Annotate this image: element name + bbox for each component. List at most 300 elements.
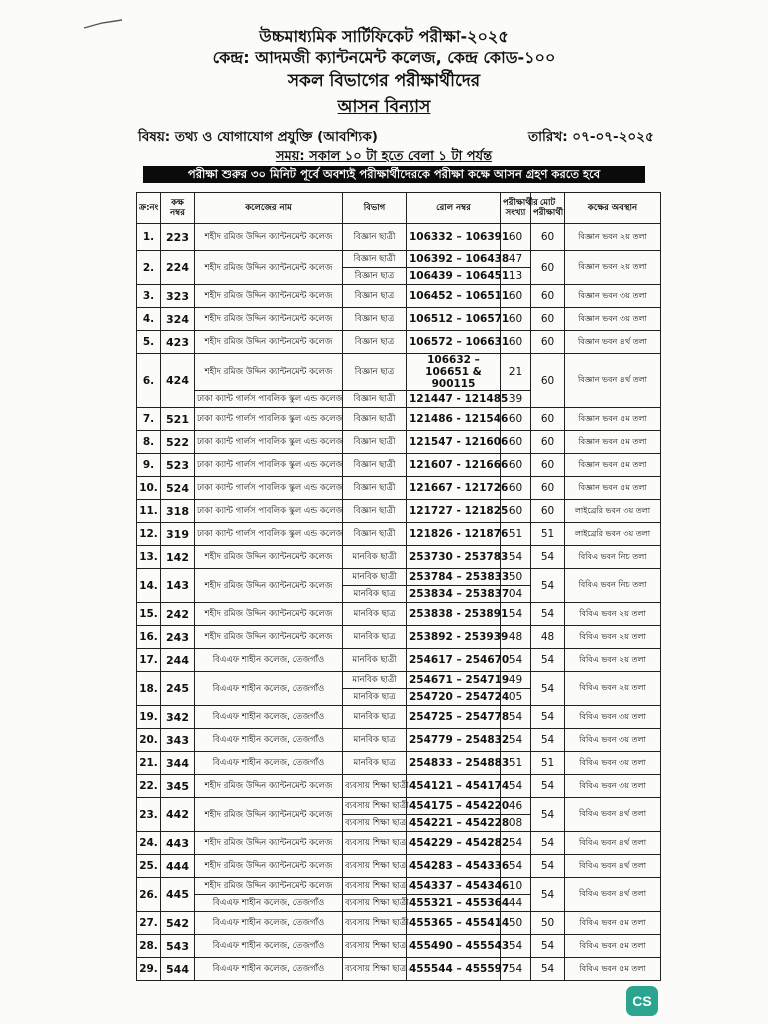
department-cell: মানবিক ছাত্রী xyxy=(343,649,407,672)
table-row xyxy=(137,958,661,981)
examinee-count-cell: 51 xyxy=(501,523,531,546)
serial-cell: 8. xyxy=(137,431,161,454)
examinee-count-cell: 60 xyxy=(501,308,531,331)
table-row xyxy=(137,251,661,268)
department-cell: ব্যবসায় শিক্ষা ছাত্র xyxy=(343,958,407,981)
table-row xyxy=(137,855,661,878)
roll-range-cell: 121486 - 121546 xyxy=(407,408,501,431)
examinee-count-cell: 60 xyxy=(501,224,531,251)
room-number-cell: 521 xyxy=(161,408,195,431)
room-number-cell: 444 xyxy=(161,855,195,878)
header-location: কক্ষের অবস্থান xyxy=(565,193,661,224)
room-number-cell: 522 xyxy=(161,431,195,454)
examinee-count-cell: 60 xyxy=(501,285,531,308)
roll-range-cell: 106512 – 106571 xyxy=(407,308,501,331)
table-row xyxy=(137,331,661,354)
college-name-cell: শহীদ রমিজ উদ্দিন ক্যান্টনমেন্ট কলেজ xyxy=(195,224,343,251)
total-examinee-cell: 60 xyxy=(531,354,565,408)
serial-cell: 2. xyxy=(137,251,161,285)
department-cell: মানবিক ছাত্র xyxy=(343,586,407,603)
examinee-count-cell: 60 xyxy=(501,331,531,354)
table-row xyxy=(137,431,661,454)
roll-range-cell: 253784 – 253833 xyxy=(407,569,501,586)
table-row xyxy=(137,285,661,308)
room-location-cell: বিবিএ ভবন ৪র্থ তলা xyxy=(565,878,661,912)
examinee-count-cell: 60 xyxy=(501,500,531,523)
room-location-cell: বিবিএ ভবন ৩য় তলা xyxy=(565,706,661,729)
department-cell: বিজ্ঞান ছাত্রী xyxy=(343,500,407,523)
serial-cell: 27. xyxy=(137,912,161,935)
room-location-cell: বিবিএ ভবন নিচ তলা xyxy=(565,569,661,603)
college-name-cell: শহীদ রমিজ উদ্দিন ক্যান্টনমেন্ট কলেজ xyxy=(195,855,343,878)
examinee-count-cell: 60 xyxy=(501,477,531,500)
roll-range-cell: 106452 – 106511 xyxy=(407,285,501,308)
examinee-count-cell: 05 xyxy=(501,689,531,706)
total-examinee-cell: 50 xyxy=(531,912,565,935)
total-examinee-cell: 54 xyxy=(531,649,565,672)
table-row xyxy=(137,408,661,431)
department-cell: ব্যবসায় শিক্ষা ছাত্র xyxy=(343,832,407,855)
room-location-cell: বিবিএ ভবন ৪র্থ তলা xyxy=(565,832,661,855)
college-name-cell: বিএএফ শাহীন কলেজ, তেজগাঁও xyxy=(195,752,343,775)
roll-range-cell: 454221 – 454228 xyxy=(407,815,501,832)
department-cell: ব্যবসায় শিক্ষা ছাত্র xyxy=(343,878,407,895)
examinee-count-cell: 60 xyxy=(501,454,531,477)
serial-cell: 28. xyxy=(137,935,161,958)
room-number-cell: 542 xyxy=(161,912,195,935)
table-row xyxy=(137,308,661,331)
roll-range-cell: 455365 – 455414 xyxy=(407,912,501,935)
total-examinee-cell: 54 xyxy=(531,603,565,626)
room-location-cell: বিজ্ঞান ভবন ২য় তলা xyxy=(565,224,661,251)
examinee-count-cell: 54 xyxy=(501,958,531,981)
college-name-cell: বিএএফ শাহীন কলেজ, তেজগাঁও xyxy=(195,649,343,672)
exam-title: উচ্চমাধ্যমিক সার্টিফিকেট পরীক্ষা-২০২৫ xyxy=(259,27,509,46)
room-number-cell: 224 xyxy=(161,251,195,285)
table-row xyxy=(137,546,661,569)
header-dept: বিভাগ xyxy=(343,193,407,224)
department-cell: মানবিক ছাত্র xyxy=(343,729,407,752)
roll-range-cell: 253834 – 253837 xyxy=(407,586,501,603)
roll-range-cell: 253838 - 253891 xyxy=(407,603,501,626)
serial-cell: 17. xyxy=(137,649,161,672)
college-name-cell: ঢাকা ক্যান্ট গার্লস পাবলিক স্কুল এন্ড কলেজ xyxy=(195,408,343,431)
department-cell: মানবিক ছাত্রী xyxy=(343,546,407,569)
total-examinee-cell: 60 xyxy=(531,431,565,454)
serial-cell: 20. xyxy=(137,729,161,752)
room-location-cell: বিবিএ ভবন ৫ম তলা xyxy=(565,958,661,981)
table-row xyxy=(137,477,661,500)
header-count: পরীক্ষার্থীর সংখ্যা xyxy=(501,193,531,224)
college-name-cell: শহীদ রমিজ উদ্দিন ক্যান্টনমেন্ট কলেজ xyxy=(195,775,343,798)
college-name-cell: শহীদ রমিজ উদ্দিন ক্যান্টনমেন্ট কলেজ xyxy=(195,878,343,895)
college-name-cell: বিএএফ শাহীন কলেজ, তেজগাঁও xyxy=(195,672,343,706)
total-examinee-cell: 60 xyxy=(531,331,565,354)
header-college: কলেজের নাম xyxy=(195,193,343,224)
examinee-count-cell: 47 xyxy=(501,251,531,268)
room-number-cell: 223 xyxy=(161,224,195,251)
room-location-cell: বিবিএ ভবন ৪র্থ তলা xyxy=(565,855,661,878)
examinee-count-cell: 50 xyxy=(501,569,531,586)
roll-range-cell: 106332 – 106391 xyxy=(407,224,501,251)
table-row xyxy=(137,500,661,523)
seat-plan-table xyxy=(136,192,661,981)
roll-range-cell: 106632 – 106651 & 900115 xyxy=(407,354,501,391)
examinee-count-cell: 54 xyxy=(501,832,531,855)
college-name-cell: বিএএফ শাহীন কলেজ, তেজগাঁও xyxy=(195,706,343,729)
total-examinee-cell: 54 xyxy=(531,775,565,798)
roll-range-cell: 254779 – 254832 xyxy=(407,729,501,752)
room-number-cell: 423 xyxy=(161,331,195,354)
examinee-count-cell: 50 xyxy=(501,912,531,935)
examinee-count-cell: 39 xyxy=(501,391,531,408)
department-cell: মানবিক ছাত্র xyxy=(343,706,407,729)
room-number-cell: 343 xyxy=(161,729,195,752)
roll-range-cell: 106439 – 106451 xyxy=(407,268,501,285)
table-row xyxy=(137,626,661,649)
roll-range-cell: 254833 – 254883 xyxy=(407,752,501,775)
room-location-cell: বিজ্ঞান ভবন ৪র্থ তলা xyxy=(565,354,661,408)
room-number-cell: 345 xyxy=(161,775,195,798)
table-row xyxy=(137,603,661,626)
header-room: কক্ষ নম্বর xyxy=(161,193,195,224)
college-name-cell: ঢাকা ক্যান্ট গার্লস পাবলিক স্কুল এন্ড কলেজ xyxy=(195,477,343,500)
total-examinee-cell: 54 xyxy=(531,706,565,729)
roll-range-cell: 455544 – 455597 xyxy=(407,958,501,981)
roll-range-cell: 455490 – 455543 xyxy=(407,935,501,958)
department-cell: মানবিক ছাত্র xyxy=(343,603,407,626)
table-row xyxy=(137,832,661,855)
room-number-cell: 142 xyxy=(161,546,195,569)
examinee-count-cell: 44 xyxy=(501,895,531,912)
examinee-count-cell: 49 xyxy=(501,672,531,689)
serial-cell: 12. xyxy=(137,523,161,546)
examinee-count-cell: 21 xyxy=(501,354,531,391)
college-name-cell: বিএএফ শাহীন কলেজ, তেজগাঁও xyxy=(195,895,343,912)
room-number-cell: 318 xyxy=(161,500,195,523)
room-number-cell: 544 xyxy=(161,958,195,981)
serial-cell: 23. xyxy=(137,798,161,832)
room-number-cell: 245 xyxy=(161,672,195,706)
serial-cell: 7. xyxy=(137,408,161,431)
department-cell: ব্যবসায় শিক্ষা ছাত্রী xyxy=(343,912,407,935)
exam-date: তারিখ: ০৭-০৭-২০২৫ xyxy=(528,129,654,145)
room-number-cell: 319 xyxy=(161,523,195,546)
total-examinee-cell: 60 xyxy=(531,308,565,331)
total-examinee-cell: 54 xyxy=(531,546,565,569)
table-row xyxy=(137,454,661,477)
roll-range-cell: 454283 – 454336 xyxy=(407,855,501,878)
department-cell: মানবিক ছাত্র xyxy=(343,626,407,649)
room-number-cell: 324 xyxy=(161,308,195,331)
department-cell: বিজ্ঞান ছাত্র xyxy=(343,331,407,354)
table-row xyxy=(137,523,661,546)
total-examinee-cell: 54 xyxy=(531,878,565,912)
room-number-cell: 424 xyxy=(161,354,195,408)
total-examinee-cell: 54 xyxy=(531,832,565,855)
department-cell: বিজ্ঞান ছাত্রী xyxy=(343,523,407,546)
examinee-count-cell: 10 xyxy=(501,878,531,895)
table-row xyxy=(137,569,661,586)
room-location-cell: বিজ্ঞান ভবন ৫ম তলা xyxy=(565,431,661,454)
room-number-cell: 523 xyxy=(161,454,195,477)
room-location-cell: বিবিএ ভবন ২য় তলা xyxy=(565,603,661,626)
room-number-cell: 445 xyxy=(161,878,195,912)
department-cell: মানবিক ছাত্র xyxy=(343,689,407,706)
header-sl: ক্র:নং xyxy=(137,193,161,224)
roll-range-cell: 254720 – 254724 xyxy=(407,689,501,706)
examinee-count-cell: 60 xyxy=(501,408,531,431)
serial-cell: 14. xyxy=(137,569,161,603)
serial-cell: 6. xyxy=(137,354,161,408)
total-examinee-cell: 51 xyxy=(531,752,565,775)
college-name-cell: শহীদ রমিজ উদ্দিন ক্যান্টনমেন্ট কলেজ xyxy=(195,603,343,626)
table-row xyxy=(137,706,661,729)
roll-range-cell: 253892 - 253939 xyxy=(407,626,501,649)
table-row xyxy=(137,729,661,752)
total-examinee-cell: 60 xyxy=(531,454,565,477)
total-examinee-cell: 60 xyxy=(531,285,565,308)
room-number-cell: 242 xyxy=(161,603,195,626)
examinee-count-cell: 54 xyxy=(501,729,531,752)
roll-range-cell: 121826 - 121876 xyxy=(407,523,501,546)
roll-range-cell: 254617 – 254670 xyxy=(407,649,501,672)
serial-cell: 5. xyxy=(137,331,161,354)
roll-range-cell: 121607 - 121666 xyxy=(407,454,501,477)
college-name-cell: শহীদ রমিজ উদ্দিন ক্যান্টনমেন্ট কলেজ xyxy=(195,308,343,331)
room-number-cell: 344 xyxy=(161,752,195,775)
department-cell: ব্যবসায় শিক্ষা ছাত্রী xyxy=(343,775,407,798)
room-location-cell: বিবিএ ভবন নিচ তলা xyxy=(565,546,661,569)
examinee-count-cell: 54 xyxy=(501,775,531,798)
serial-cell: 13. xyxy=(137,546,161,569)
room-number-cell: 244 xyxy=(161,649,195,672)
room-location-cell: বিজ্ঞান ভবন ৩য় তলা xyxy=(565,308,661,331)
department-cell: মানবিক ছাত্র xyxy=(343,752,407,775)
college-name-cell: শহীদ রমিজ উদ্দিন ক্যান্টনমেন্ট কলেজ xyxy=(195,569,343,603)
roll-range-cell: 121447 - 121485 xyxy=(407,391,501,408)
college-name-cell: ঢাকা ক্যান্ট গার্লস পাবলিক স্কুল এন্ড কলেজ xyxy=(195,454,343,477)
college-name-cell: শহীদ রমিজ উদ্দিন ক্যান্টনমেন্ট কলেজ xyxy=(195,832,343,855)
roll-range-cell: 253730 - 253783 xyxy=(407,546,501,569)
department-cell: ব্যবসায় শিক্ষা ছাত্রী xyxy=(343,798,407,815)
department-cell: বিজ্ঞান ছাত্র xyxy=(343,268,407,285)
serial-cell: 18. xyxy=(137,672,161,706)
department-cell: বিজ্ঞান ছাত্রী xyxy=(343,454,407,477)
department-cell: বিজ্ঞান ছাত্রী xyxy=(343,408,407,431)
total-examinee-cell: 60 xyxy=(531,477,565,500)
room-location-cell: বিজ্ঞান ভবন ৫ম তলা xyxy=(565,408,661,431)
roll-range-cell: 254671 – 254719 xyxy=(407,672,501,689)
room-number-cell: 543 xyxy=(161,935,195,958)
serial-cell: 9. xyxy=(137,454,161,477)
room-number-cell: 524 xyxy=(161,477,195,500)
room-location-cell: বিবিএ ভবন ৫ম তলা xyxy=(565,935,661,958)
examinee-count-cell: 60 xyxy=(501,431,531,454)
examinee-count-cell: 54 xyxy=(501,935,531,958)
serial-cell: 19. xyxy=(137,706,161,729)
department-cell: মানবিক ছাত্রী xyxy=(343,672,407,689)
room-location-cell: বিবিএ ভবন ৩য় তলা xyxy=(565,752,661,775)
room-location-cell: বিজ্ঞান ভবন ৩য় তলা xyxy=(565,285,661,308)
college-name-cell: শহীদ রমিজ উদ্দিন ক্যান্টনমেন্ট কলেজ xyxy=(195,251,343,285)
examinee-count-cell: 54 xyxy=(501,603,531,626)
roll-range-cell: 454121 – 454174 xyxy=(407,775,501,798)
roll-range-cell: 121667 - 121726 xyxy=(407,477,501,500)
room-location-cell: বিবিএ ভবন ২য় তলা xyxy=(565,649,661,672)
header-roll: রোল নম্বর xyxy=(407,193,501,224)
college-name-cell: বিএএফ শাহীন কলেজ, তেজগাঁও xyxy=(195,935,343,958)
serial-cell: 22. xyxy=(137,775,161,798)
college-name-cell: ঢাকা ক্যান্ট গার্লস পাবলিক স্কুল এন্ড কলেজ xyxy=(195,523,343,546)
room-location-cell: বিজ্ঞান ভবন ৫ম তলা xyxy=(565,477,661,500)
camscanner-badge: CS xyxy=(626,986,658,1016)
room-location-cell: বিজ্ঞান ভবন ৪র্থ তলা xyxy=(565,331,661,354)
examinee-count-cell: 04 xyxy=(501,586,531,603)
table-row xyxy=(137,878,661,895)
room-location-cell: লাইব্রেরি ভবন ৩য় তলা xyxy=(565,523,661,546)
total-examinee-cell: 60 xyxy=(531,408,565,431)
room-location-cell: বিবিএ ভবন ২য় তলা xyxy=(565,672,661,706)
room-location-cell: লাইব্রেরি ভবন ৩য় তলা xyxy=(565,500,661,523)
college-name-cell: ঢাকা ক্যান্ট গার্লস পাবলিক স্কুল এন্ড কলেজ xyxy=(195,391,343,408)
examinee-count-cell: 51 xyxy=(501,752,531,775)
table-row xyxy=(137,752,661,775)
department-cell: বিজ্ঞান ছাত্রী xyxy=(343,477,407,500)
total-examinee-cell: 60 xyxy=(531,251,565,285)
serial-cell: 1. xyxy=(137,224,161,251)
table-header-row xyxy=(137,193,661,224)
roll-range-cell: 454229 – 454282 xyxy=(407,832,501,855)
department-cell: বিজ্ঞান ছাত্রী xyxy=(343,391,407,408)
examinee-count-cell: 46 xyxy=(501,798,531,815)
room-location-cell: বিবিএ ভবন ৩য় তলা xyxy=(565,729,661,752)
total-examinee-cell: 54 xyxy=(531,569,565,603)
room-number-cell: 143 xyxy=(161,569,195,603)
room-location-cell: বিবিএ ভবন ৩য় তলা xyxy=(565,775,661,798)
total-examinee-cell: 51 xyxy=(531,523,565,546)
serial-cell: 25. xyxy=(137,855,161,878)
total-examinee-cell: 54 xyxy=(531,798,565,832)
audience-line: সকল বিভাগের পরীক্ষার্থীদের xyxy=(287,71,481,91)
department-cell: ব্যবসায় শিক্ষা ছাত্র xyxy=(343,935,407,958)
table-row xyxy=(137,798,661,815)
room-number-cell: 342 xyxy=(161,706,195,729)
serial-cell: 4. xyxy=(137,308,161,331)
department-cell: বিজ্ঞান ছাত্রী xyxy=(343,224,407,251)
serial-cell: 29. xyxy=(137,958,161,981)
total-examinee-cell: 54 xyxy=(531,855,565,878)
table-row xyxy=(137,775,661,798)
roll-range-cell: 121547 - 121606 xyxy=(407,431,501,454)
college-name-cell: শহীদ রমিজ উদ্দিন ক্যান্টনমেন্ট কলেজ xyxy=(195,626,343,649)
college-name-cell: শহীদ রমিজ উদ্দিন ক্যান্টনমেন্ট কলেজ xyxy=(195,798,343,832)
roll-range-cell: 106392 – 106438 xyxy=(407,251,501,268)
table-row xyxy=(137,354,661,391)
table-body xyxy=(137,224,661,981)
college-name-cell: শহীদ রমিজ উদ্দিন ক্যান্টনমেন্ট কলেজ xyxy=(195,354,343,391)
subject-line: বিষয়: তথ্য ও যোগাযোগ প্রযুক্তি (আবশ্যিক) xyxy=(138,129,378,145)
header-total: মোট পরীক্ষার্থী xyxy=(531,193,565,224)
room-number-cell: 323 xyxy=(161,285,195,308)
college-name-cell: শহীদ রমিজ উদ্দিন ক্যান্টনমেন্ট কলেজ xyxy=(195,331,343,354)
total-examinee-cell: 48 xyxy=(531,626,565,649)
roll-range-cell: 254725 – 254778 xyxy=(407,706,501,729)
exam-time: সময়: সকাল ১০ টা হতে বেলা ১ টা পর্যন্ত xyxy=(275,149,493,164)
total-examinee-cell: 54 xyxy=(531,672,565,706)
total-examinee-cell: 54 xyxy=(531,729,565,752)
roll-range-cell: 455321 – 455364 xyxy=(407,895,501,912)
department-cell: বিজ্ঞান ছাত্র xyxy=(343,308,407,331)
serial-cell: 26. xyxy=(137,878,161,912)
room-location-cell: বিজ্ঞান ভবন ৫ম তলা xyxy=(565,454,661,477)
seat-plan-title: আসন বিন্যাস xyxy=(337,97,431,117)
room-number-cell: 443 xyxy=(161,832,195,855)
college-name-cell: ঢাকা ক্যান্ট গার্লস পাবলিক স্কুল এন্ড কলেজ xyxy=(195,500,343,523)
examinee-count-cell: 08 xyxy=(501,815,531,832)
serial-cell: 11. xyxy=(137,500,161,523)
department-cell: বিজ্ঞান ছাত্রী xyxy=(343,251,407,268)
examinee-count-cell: 54 xyxy=(501,855,531,878)
table-row xyxy=(137,224,661,251)
examinee-count-cell: 54 xyxy=(501,546,531,569)
department-cell: ব্যবসায় শিক্ষা ছাত্রী xyxy=(343,895,407,912)
college-name-cell: ঢাকা ক্যান্ট গার্লস পাবলিক স্কুল এন্ড কলেজ xyxy=(195,431,343,454)
department-cell: বিজ্ঞান ছাত্র xyxy=(343,285,407,308)
center-name: কেন্দ্র: আদমজী ক্যান্টনমেন্ট কলেজ, কেন্দ্র কোড-১০০ xyxy=(212,48,556,67)
table-row xyxy=(137,912,661,935)
department-cell: মানবিক ছাত্রী xyxy=(343,569,407,586)
room-location-cell: বিবিএ ভবন ৪র্থ তলা xyxy=(565,798,661,832)
room-location-cell: বিবিএ ভবন ৫ম তলা xyxy=(565,912,661,935)
serial-cell: 24. xyxy=(137,832,161,855)
examinee-count-cell: 54 xyxy=(501,706,531,729)
roll-range-cell: 106572 – 106631 xyxy=(407,331,501,354)
department-cell: ব্যবসায় শিক্ষা ছাত্র xyxy=(343,855,407,878)
college-name-cell: শহীদ রমিজ উদ্দিন ক্যান্টনমেন্ট কলেজ xyxy=(195,285,343,308)
serial-cell: 16. xyxy=(137,626,161,649)
department-cell: বিজ্ঞান ছাত্রী xyxy=(343,431,407,454)
roll-range-cell: 454175 – 454220 xyxy=(407,798,501,815)
total-examinee-cell: 54 xyxy=(531,958,565,981)
total-examinee-cell: 60 xyxy=(531,224,565,251)
college-name-cell: বিএএফ শাহীন কলেজ, তেজগাঁও xyxy=(195,729,343,752)
total-examinee-cell: 60 xyxy=(531,500,565,523)
table-row xyxy=(137,672,661,689)
serial-cell: 21. xyxy=(137,752,161,775)
room-number-cell: 243 xyxy=(161,626,195,649)
roll-range-cell: 454337 – 454346 xyxy=(407,878,501,895)
table-row xyxy=(137,935,661,958)
table-row xyxy=(137,649,661,672)
examinee-count-cell: 54 xyxy=(501,649,531,672)
room-number-cell: 442 xyxy=(161,798,195,832)
department-cell: ব্যবসায় শিক্ষা ছাত্র xyxy=(343,815,407,832)
examinee-count-cell: 13 xyxy=(501,268,531,285)
college-name-cell: বিএএফ শাহীন কলেজ, তেজগাঁও xyxy=(195,958,343,981)
college-name-cell: শহীদ রমিজ উদ্দিন ক্যান্টনমেন্ট কলেজ xyxy=(195,546,343,569)
total-examinee-cell: 54 xyxy=(531,935,565,958)
department-cell: বিজ্ঞান ছাত্র xyxy=(343,354,407,391)
notice-banner: পরীক্ষা শুরুর ৩০ মিনিট পূর্বে অবশ্যই পরীক্ষার্থীদেরকে পরীক্ষা কক্ষে আসন গ্রহণ করতে হবে xyxy=(143,166,645,183)
serial-cell: 15. xyxy=(137,603,161,626)
serial-cell: 3. xyxy=(137,285,161,308)
room-location-cell: বিবিএ ভবন ২য় তলা xyxy=(565,626,661,649)
serial-cell: 10. xyxy=(137,477,161,500)
room-location-cell: বিজ্ঞান ভবন ২য় তলা xyxy=(565,251,661,285)
examinee-count-cell: 48 xyxy=(501,626,531,649)
roll-range-cell: 121727 - 121825 xyxy=(407,500,501,523)
